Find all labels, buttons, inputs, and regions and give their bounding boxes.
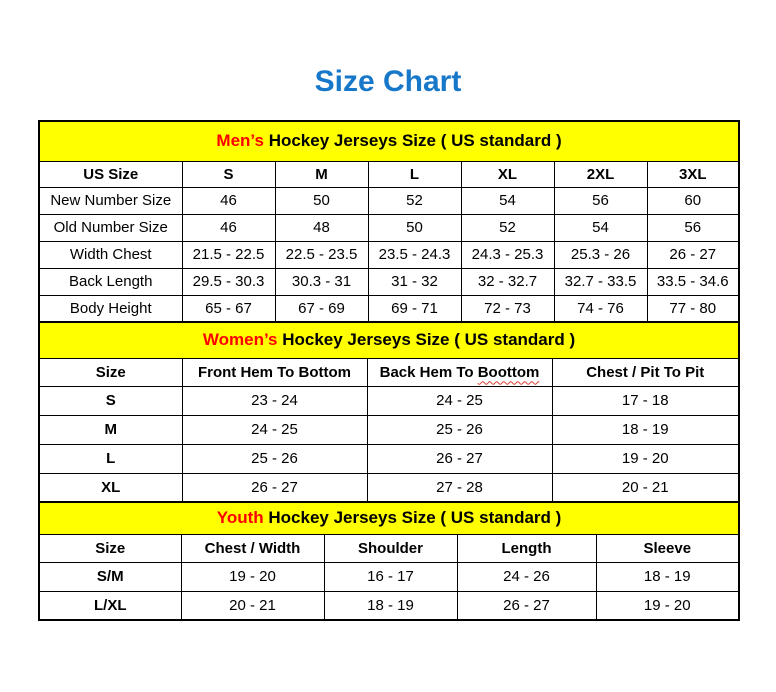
column-header [367,358,552,386]
row-label: S [39,386,182,415]
womens-section-band [39,322,739,358]
table-cell: 52 [461,214,554,241]
table-cell: 25 - 26 [367,415,552,444]
row-label: XL [39,473,182,502]
table-cell: 22.5 - 23.5 [275,241,368,268]
table-row [39,473,739,502]
column-header: S [182,161,275,187]
womens-size-table [38,321,740,503]
table-cell: 32.7 - 33.5 [554,268,647,295]
page-title: Size Chart [314,65,462,98]
mens-section-title [39,121,739,161]
table-cell: 27 - 28 [367,473,552,502]
table-cell: 74 - 76 [554,295,647,322]
table-cell: 77 - 80 [647,295,739,322]
table-cell: 25.3 - 26 [554,241,647,268]
table-cell: 23 - 24 [182,386,367,415]
table-cell: 46 [182,187,275,214]
table-cell: 56 [647,214,739,241]
womens-column-header-row [39,358,739,386]
table-cell: 56 [554,187,647,214]
youth-column-header-row [39,534,739,562]
table-cell: 65 - 67 [182,295,275,322]
row-label: Width Chest [39,241,182,268]
row-label: New Number Size [39,187,182,214]
table-cell: 29.5 - 30.3 [182,268,275,295]
mens-section-band [39,121,739,161]
mens-section-highlight: Men’s [216,131,264,151]
row-label: S/M [39,562,181,591]
column-header: L [368,161,461,187]
table-row [39,214,739,241]
table-cell: 20 - 21 [552,473,739,502]
table-cell: 50 [368,214,461,241]
table-row [39,241,739,268]
table-cell: 24 - 26 [457,562,596,591]
youth-section-rest: Hockey Jerseys Size ( US standard ) [263,508,562,528]
table-cell: 46 [182,214,275,241]
misspelled-word: Boottom [477,363,540,381]
youth-section-title [39,502,739,534]
table-cell: 20 - 21 [181,591,324,620]
row-label: L [39,444,182,473]
table-cell: 26 - 27 [367,444,552,473]
row-label: M [39,415,182,444]
table-cell: 72 - 73 [461,295,554,322]
table-cell: 17 - 18 [552,386,739,415]
table-cell: 69 - 71 [368,295,461,322]
table-cell: 24 - 25 [182,415,367,444]
table-row [39,187,739,214]
table-row [39,444,739,473]
table-cell: 19 - 20 [596,591,739,620]
row-label: Body Height [39,295,182,322]
table-cell: 31 - 32 [368,268,461,295]
table-cell: 25 - 26 [182,444,367,473]
table-cell: 18 - 19 [552,415,739,444]
column-header: Sleeve [596,534,739,562]
row-label: L/XL [39,591,181,620]
table-cell: 54 [554,214,647,241]
column-header: 3XL [647,161,739,187]
table-cell: 32 - 32.7 [461,268,554,295]
table-cell: 19 - 20 [552,444,739,473]
table-cell: 26 - 27 [182,473,367,502]
column-header: Front Hem To Bottom [182,358,367,386]
table-cell: 24.3 - 25.3 [461,241,554,268]
column-header: Size [39,358,182,386]
column-header: 2XL [554,161,647,187]
table-row [39,268,739,295]
column-header: Shoulder [324,534,457,562]
table-cell: 48 [275,214,368,241]
youth-section-band [39,502,739,534]
column-header: Chest / Width [181,534,324,562]
womens-section-rest: Hockey Jerseys Size ( US standard ) [277,330,576,350]
table-cell: 33.5 - 34.6 [647,268,739,295]
table-cell: 18 - 19 [324,591,457,620]
table-row [39,562,739,591]
table-cell: 19 - 20 [181,562,324,591]
table-cell: 50 [275,187,368,214]
mens-column-header-row [39,161,739,187]
table-cell: 16 - 17 [324,562,457,591]
table-cell: 24 - 25 [367,386,552,415]
table-cell: 67 - 69 [275,295,368,322]
column-header: US Size [39,161,182,187]
size-tables [38,120,738,621]
table-row [39,591,739,620]
mens-size-table [38,120,740,323]
mens-section-rest: Hockey Jerseys Size ( US standard ) [263,131,562,151]
table-cell: 21.5 - 22.5 [182,241,275,268]
womens-section-highlight: Women’s [202,330,278,350]
table-row [39,415,739,444]
column-header: XL [461,161,554,187]
table-cell: 26 - 27 [647,241,739,268]
column-header: Length [457,534,596,562]
table-row [39,295,739,322]
table-cell: 60 [647,187,739,214]
row-label: Old Number Size [39,214,182,241]
table-cell: 18 - 19 [596,562,739,591]
table-cell: 23.5 - 24.3 [368,241,461,268]
row-label: Back Length [39,268,182,295]
column-header: M [275,161,368,187]
table-cell: 26 - 27 [457,591,596,620]
womens-section-title [39,322,739,358]
column-header: Size [39,534,181,562]
table-cell: 30.3 - 31 [275,268,368,295]
table-row [39,386,739,415]
table-cell: 52 [368,187,461,214]
youth-section-highlight: Youth [216,508,264,528]
youth-size-table [38,501,740,621]
column-header-text: Back Hem To [379,363,478,381]
column-header: Chest / Pit To Pit [552,358,739,386]
table-cell: 54 [461,187,554,214]
